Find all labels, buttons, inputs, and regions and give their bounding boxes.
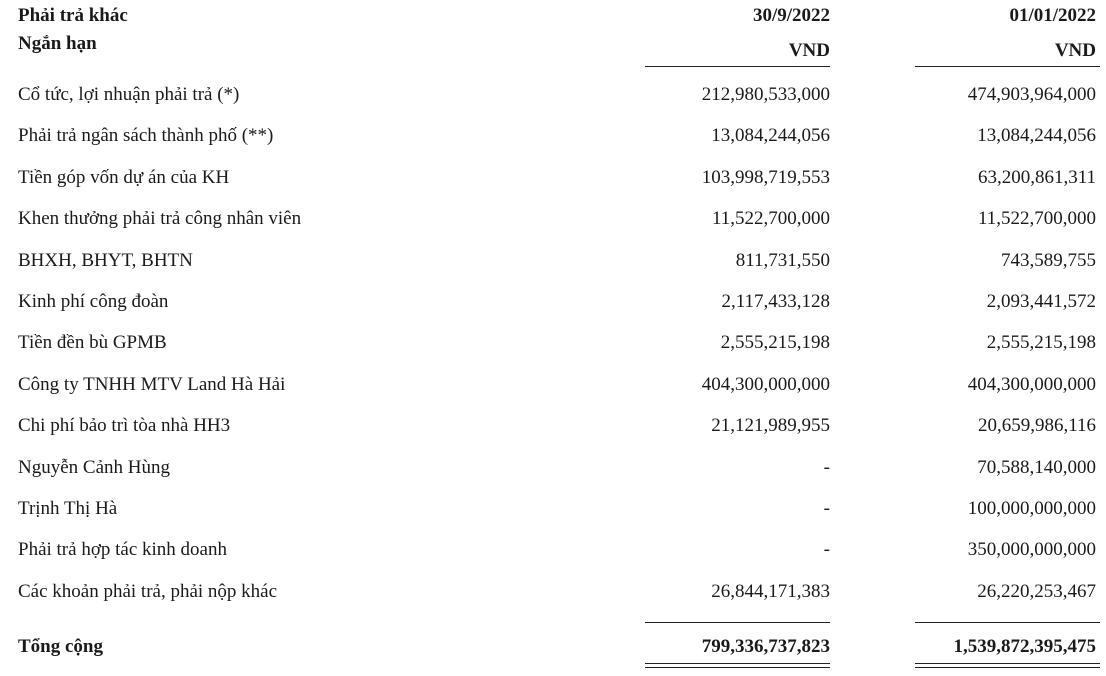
row-value-col-2: 743,589,755 [1001,249,1096,271]
row-label: BHXH, BHYT, BHTN [18,249,193,271]
row-value-col-2: 350,000,000,000 [967,539,1096,561]
row-label: Các khoản phải trả, phải nộp khác [18,580,278,602]
table-row [0,571,1106,612]
table-row [0,157,1106,198]
total-value-col-1: 799,336,737,823 [701,636,830,657]
row-value-col-1: 11,522,700,000 [711,208,830,230]
table-row [0,198,1106,239]
row-value-col-2: 2,093,441,572 [986,290,1096,312]
row-value-col-1: 13,084,244,056 [711,125,830,147]
table-row [0,74,1106,115]
row-value-col-2: 404,300,000,000 [967,373,1096,395]
row-label: Phải trả hợp tác kinh doanh [18,539,227,561]
row-label: Khen thưởng phải trả công nhân viên [18,208,302,230]
table-body [0,74,1106,612]
table-row [0,405,1106,446]
total-double-rule-col-2 [915,663,1100,668]
row-value-col-2: 13,084,244,056 [977,125,1096,147]
subtotal-rule-col-2 [915,622,1100,623]
table-row [0,322,1106,363]
row-label: Phải trả ngân sách thành phố (**) [18,125,274,147]
row-value-col-2: 2,555,215,198 [986,332,1096,354]
row-value-col-2: 20,659,986,116 [977,415,1096,437]
table-row [0,364,1106,405]
row-value-col-1: 212,980,533,000 [701,84,830,105]
row-value-col-1: 21,121,989,955 [711,415,830,437]
header-rule-col-2 [915,66,1100,67]
row-label: Cổ tức, lợi nhuận phải trả (*) [18,84,240,105]
row-value-col-2: 474,903,964,000 [967,84,1096,105]
row-label: Trịnh Thị Hà [18,497,118,519]
column-header-date-2: 01/01/2022 [1009,5,1096,26]
row-label: Tiền góp vốn dự án của KH [18,166,230,188]
row-value-col-1: 811,731,550 [735,249,830,271]
row-label: Công ty TNHH MTV Land Hà Hải [18,373,286,395]
row-value-col-1: 103,998,719,553 [701,166,830,188]
row-value-col-1: 404,300,000,000 [701,373,830,395]
header-rule-col-1 [645,66,830,67]
column-header-date-1: 30/9/2022 [752,5,830,26]
row-value-col-2: 70,588,140,000 [977,456,1096,478]
row-label: Chi phí bảo trì tòa nhà HH3 [18,415,231,437]
row-value-col-1: - [823,456,830,478]
total-row [0,632,1106,662]
table-row [0,447,1106,488]
total-value-col-2: 1,539,872,395,475 [953,636,1096,657]
table-row [0,529,1106,570]
row-value-col-1: 2,555,215,198 [720,332,830,354]
table-title: Phải trả khác [18,5,128,26]
table-subtitle: Ngắn hạn [18,33,97,54]
row-value-col-1: - [823,497,830,519]
table-row [0,281,1106,322]
row-value-col-1: - [823,539,830,561]
row-value-col-1: 26,844,171,383 [711,580,830,602]
table-row [0,115,1106,156]
row-value-col-2: 11,522,700,000 [977,208,1096,230]
row-value-col-2: 26,220,253,467 [977,580,1096,602]
total-double-rule-col-1 [645,663,830,668]
subtotal-rule-col-1 [645,622,830,623]
column-unit-2: VND [1054,40,1096,61]
row-value-col-1: 2,117,433,128 [721,290,830,312]
row-value-col-2: 100,000,000,000 [967,497,1096,519]
total-label: Tổng cộng [18,636,103,657]
row-label: Tiền đền bù GPMB [18,332,167,354]
column-unit-1: VND [788,40,830,61]
row-label: Nguyễn Cảnh Hùng [18,456,170,478]
row-label: Kinh phí công đoàn [18,290,169,312]
table-row [0,488,1106,529]
table-row [0,240,1106,281]
row-value-col-2: 63,200,861,311 [977,166,1096,188]
